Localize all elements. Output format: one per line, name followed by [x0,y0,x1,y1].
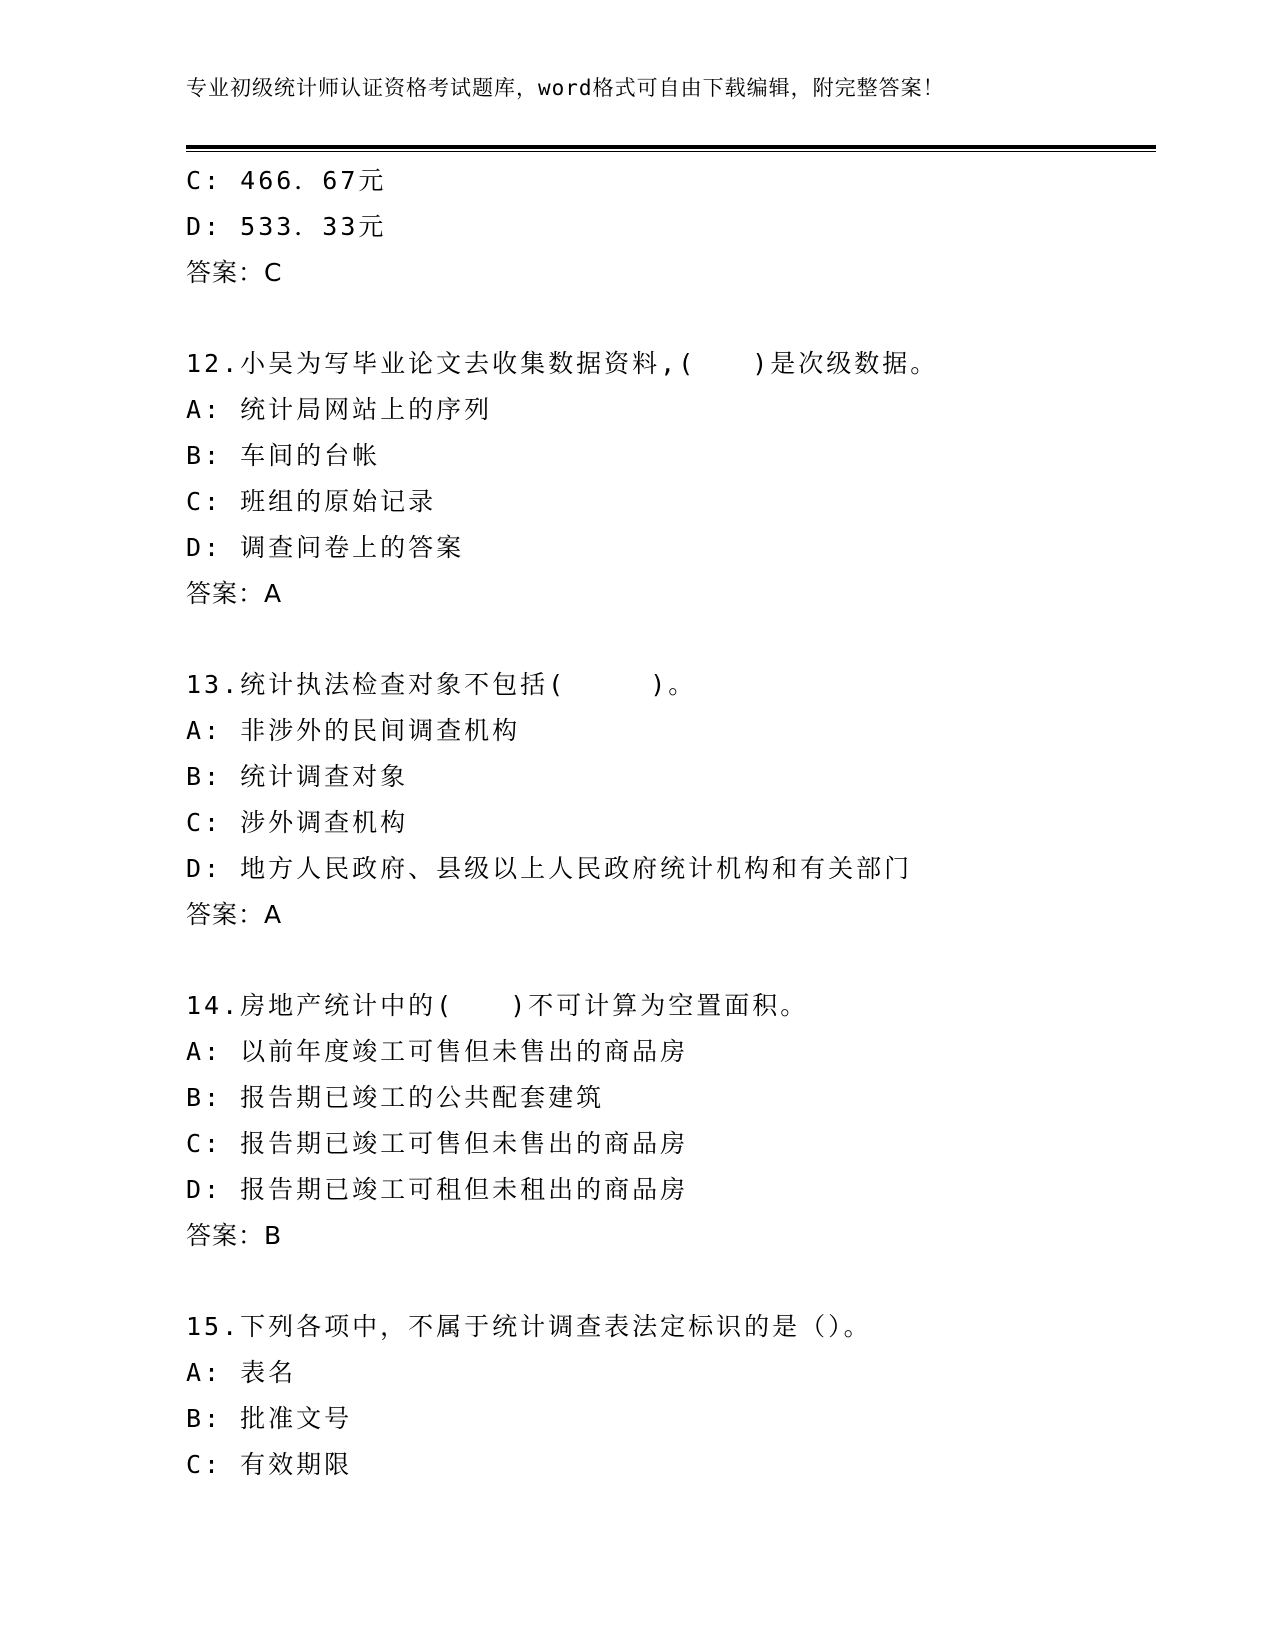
question-15 [186,1304,1166,1488]
option-d: D: 地方人民政府、县级以上人民政府统计机构和有关部门 [186,854,913,883]
option-a: A: 非涉外的民间调查机构 [186,716,521,745]
answer-line: 答案：A [186,579,283,608]
question-13 [186,662,1166,938]
option-a: A: 表名 [186,1358,297,1387]
question-stem: 13.统计执法检查对象不包括( )。 [186,670,697,699]
option-c: C: 466．67元 [186,166,387,195]
page-header: 专业初级统计师认证资格考试题库，word格式可自由下载编辑，附完整答案！ [186,76,945,100]
option-c: C: 有效期限 [186,1450,353,1479]
option-c: C: 涉外调查机构 [186,808,409,837]
question-stem: 15.下列各项中，不属于统计调查表法定标识的是（）。 [186,1312,872,1341]
option-b: B: 报告期已竣工的公共配套建筑 [186,1083,605,1112]
option-b: B: 车间的台帐 [186,441,381,470]
header-rule-thin [186,151,1156,152]
question-stem: 12.小吴为写毕业论文去收集数据资料,( )是次级数据。 [186,349,939,378]
option-b: B: 统计调查对象 [186,762,409,791]
option-a: A: 以前年度竣工可售但未售出的商品房 [186,1037,689,1066]
option-b: B: 批准文号 [186,1404,353,1433]
header-rule-thick [186,145,1156,149]
answer-line: 答案：A [186,900,283,929]
option-c: C: 班组的原始记录 [186,487,437,516]
option-d: D: 报告期已竣工可租但未租出的商品房 [186,1175,689,1204]
question-14 [186,983,1166,1259]
option-d: D: 调查问卷上的答案 [186,533,465,562]
option-c: C: 报告期已竣工可售但未售出的商品房 [186,1129,689,1158]
answer-line: 答案：C [186,258,283,287]
option-d: D: 533．33元 [186,212,387,241]
question-12 [186,341,1166,617]
answer-line: 答案：B [186,1221,283,1250]
question-stem: 14.房地产统计中的( )不可计算为空置面积。 [186,991,809,1020]
option-a: A: 统计局网站上的序列 [186,395,493,424]
question-list [186,158,1166,1488]
